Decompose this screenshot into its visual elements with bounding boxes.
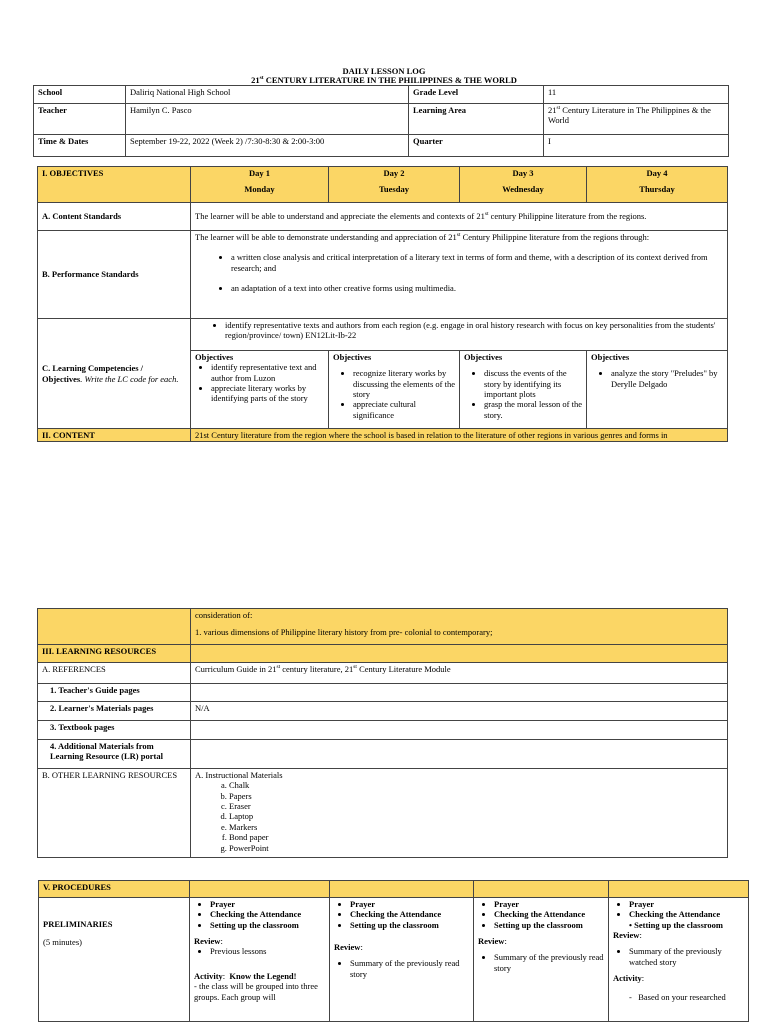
learner-materials-value: N/A: [191, 702, 728, 721]
performance-bullet: • an adaptation of a text into other creative forms using multimedia.: [231, 283, 723, 293]
content-text: 21st Century literature from the region where the school is based in relation to the literature of other regions in various genres and forms in: [191, 429, 728, 442]
day3-header: Day 3 Wednesday: [460, 167, 587, 203]
resources-table: [37, 608, 728, 858]
teacher-guide-value: [191, 684, 728, 702]
resources-label: III. LEARNING RESOURCES: [38, 645, 191, 663]
other-resources-label: B. OTHER LEARNING RESOURCES: [38, 769, 191, 858]
competency-text: • identify representative texts and authors from each region (e.g. engage in oral history research with focus on key personalities from the students' region/province/ town) EN12Lit-Ib-22: [191, 319, 728, 351]
school-value: Daliriq National High School: [126, 86, 409, 104]
textbook-value: [191, 721, 728, 740]
content-continued: consideration of: 1. various dimensions of Philippine literary history from pre- colonial to contemporary;: [191, 609, 728, 645]
title-text: DAILY LESSON LOG: [342, 66, 426, 76]
additional-materials-label: 4. Additional Materials from Learning Resource (LR) portal: [38, 740, 191, 769]
content-standards-label: A. Content Standards: [38, 203, 191, 231]
day1-procedures: • Prayer • Checking the Attendance • Setting up the classroom Review: • Previous lessons Activity: Know the Legend! - the class will be grouped into three groups. Each group will: [190, 898, 330, 1022]
procedures-day1-blank: [190, 881, 330, 898]
teacher-label: Teacher: [34, 104, 126, 135]
references-label: A. REFERENCES: [38, 663, 191, 684]
material-item: d. Laptop: [229, 811, 723, 821]
material-item: c. Eraser: [229, 801, 723, 811]
page-subtitle: 21st CENTURY LITERATURE IN THE PHILIPPINES & THE WORLD: [251, 75, 517, 85]
material-item: b. Papers: [229, 791, 723, 801]
performance-bullet: • a written close analysis and critical interpretation of a literary text in terms of form and theme, with a description of its context derived from research; and: [231, 252, 723, 273]
day3-objectives: Objectives • discuss the events of the story by identifying its important plots • grasp the moral lesson of the story.: [460, 351, 587, 429]
content-standards-text: The learner will be able to understand and appreciate the elements and contexts of 21st century Philippine literature from the regions.: [191, 203, 728, 231]
time-value: September 19-22, 2022 (Week 2) /7:30-8:30 & 2:00-3:00: [126, 135, 409, 157]
competencies-label: C. Learning Competencies / Objectives. Write the LC code for each.: [38, 319, 191, 429]
textbook-label: 3. Textbook pages: [38, 721, 191, 740]
day4-header: Day 4 Thursday: [587, 167, 728, 203]
procedures-day4-blank: [609, 881, 749, 898]
procedures-day3-blank: [474, 881, 609, 898]
day2-objectives: Objectives • recognize literary works by discussing the elements of the story • appreciate cultural significance: [329, 351, 460, 429]
grade-label: Grade Level: [409, 86, 544, 104]
resources-label-blank: [191, 645, 728, 663]
time-label: Time & Dates: [34, 135, 126, 157]
teacher-guide-label: 1. Teacher's Guide pages: [38, 684, 191, 702]
quarter-value: I: [544, 135, 729, 157]
info-table: [33, 85, 729, 157]
material-item: f. Bond paper: [229, 832, 723, 842]
day3-procedures: • Prayer • Checking the Attendance • Setting up the classroom Review: • Summary of the previously read story: [474, 898, 609, 1022]
material-item: a. Chalk: [229, 780, 723, 790]
procedures-day2-blank: [330, 881, 474, 898]
day1-objectives: Objectives • identify representative text and author from Luzon • appreciate literary works by identifying parts of the story: [191, 351, 329, 429]
quarter-label: Quarter: [409, 135, 544, 157]
area-label: Learning Area: [409, 104, 544, 135]
day4-procedures: • Prayer • Checking the Attendance • Setting up the classroom Review: • Summary of the previously watched story Activity: - Based on your researched: [609, 898, 749, 1022]
grade-value: 11: [544, 86, 729, 104]
additional-materials-value: [191, 740, 728, 769]
procedures-table: [38, 880, 749, 1022]
learner-materials-label: 2. Learner's Materials pages: [38, 702, 191, 721]
day4-objectives: Objectives • analyze the story "Preludes" by Derylle Delgado: [587, 351, 728, 429]
content-continued-label: [38, 609, 191, 645]
preliminaries-label: PRELIMINARIES (5 minutes): [39, 898, 190, 1022]
objectives-label: I. OBJECTIVES: [38, 167, 191, 203]
material-item: e. Markers: [229, 822, 723, 832]
content-label: II. CONTENT: [38, 429, 191, 442]
day1-header: Day 1 Monday: [191, 167, 329, 203]
teacher-value: Hamilyn C. Pasco: [126, 104, 409, 135]
procedures-label: V. PROCEDURES: [39, 881, 190, 898]
area-value: 21st Century Literature in The Philippines & the World: [544, 104, 729, 135]
other-resources-value: A. Instructional Materials a. Chalk b. Papers c. Eraser d. Laptop e. Markers f. Bond paper g. PowerPoint: [191, 769, 728, 858]
material-item: g. PowerPoint: [229, 843, 723, 853]
day2-procedures: • Prayer • Checking the Attendance • Setting up the classroom Review: • Summary of the previously read story: [330, 898, 474, 1022]
objectives-table: [37, 166, 728, 442]
references-value: Curriculum Guide in 21st century literature, 21st Century Literature Module: [191, 663, 728, 684]
performance-standards-label: B. Performance Standards: [38, 231, 191, 319]
performance-standards-text: The learner will be able to demonstrate understanding and appreciation of 21st Century Philippine literature from the regions through: • a written close analysis and critical interpretation of a literary text in terms of form and theme, with a description of its context derived from research; and • an adaptation of a text into other creative forms using multimedia.: [191, 231, 728, 319]
day2-header: Day 2 Tuesday: [329, 167, 460, 203]
school-label: School: [34, 86, 126, 104]
